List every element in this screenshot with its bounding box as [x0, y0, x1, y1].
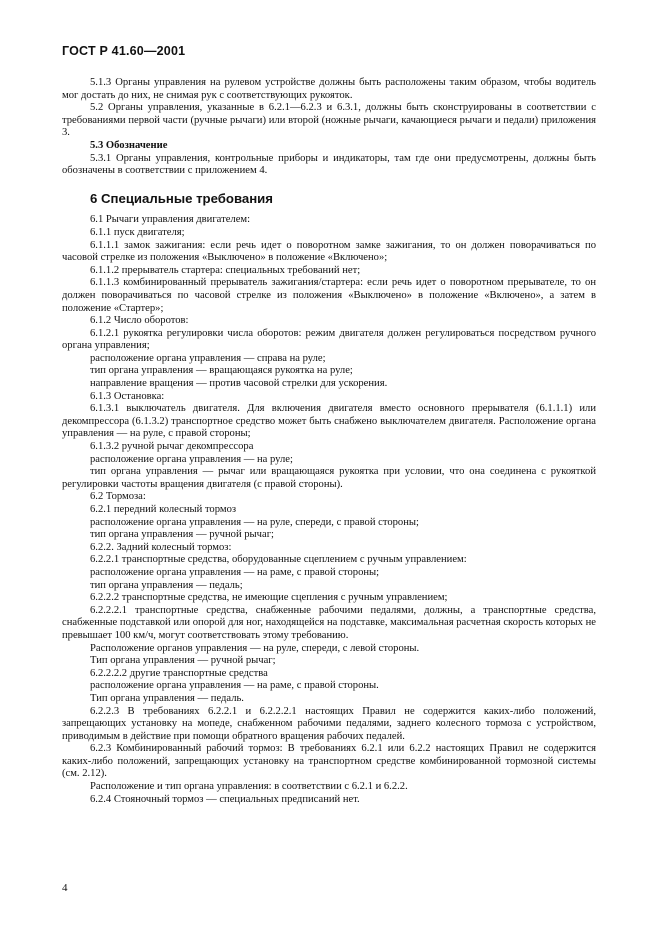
paragraph-type: Тип органа управления — ручной рычаг;	[90, 655, 276, 667]
document-header: ГОСТ Р 41.60—2001	[62, 44, 186, 58]
paragraph-location-type: Расположение и тип органа управления: в соответствии с 6.2.1 и 6.2.2.	[90, 781, 408, 793]
paragraph-location: расположение органа управления — на руле;	[90, 453, 293, 465]
paragraph-5-2: 5.2 Органы управления, указанные в 6.2.1—6.2.3 и 6.3.1, должны быть сконструированы в соответствии с требованиями первой части (ручные рычаги) или второй (ножные рычаги, качающиеся рычаги и педали) приложения 3.	[62, 102, 596, 139]
paragraph-6-2-4: 6.2.4 Стояночный тормоз — специальных предписаний нет.	[90, 793, 360, 805]
paragraph-direction: направление вращения — против часовой стрелки для ускорения.	[90, 378, 388, 390]
paragraph-type: тип органа управления — вращающаяся рукоятка на руле;	[90, 365, 353, 377]
paragraph-5-1-3: 5.1.3 Органы управления на рулевом устройстве должны быть расположены таким образом, чтобы водитель мог достать до них, не снимая рук с соответствующих рукояток.	[62, 77, 596, 101]
page-number: 4	[62, 882, 68, 894]
paragraph-location: расположение органа управления — на раме, с правой стороны;	[90, 566, 380, 578]
paragraph-location: расположение органа управления — на раме, с правой стороны.	[90, 680, 379, 692]
subheading-5-3: 5.3 Обозначение	[90, 139, 168, 151]
paragraph-6-2-2-2-1: 6.2.2.2.1 транспортные средства, снабженные рабочими педалями, должны, а транспортные средства, снабженные подставкой или опорой для ног, находящейся на подставке, максимальная расчетная скорость которых не превышает 100 км/ч, могут соответствовать этому требованию.	[62, 604, 596, 641]
paragraph-6-1-2: 6.1.2 Число оборотов:	[90, 315, 189, 327]
paragraph-6-1-1-3: 6.1.1.3 комбинированный прерыватель зажигания/стартера: если речь идет о поворотном прерывателе, то он должен поворачиваться по часовой стрелке из положения «Выключено» в положение «Включено», а затем в положение «Стартер»;	[62, 277, 596, 314]
paragraph-6-2-2-2: 6.2.2.2 транспортные средства, не имеющие сцепления с ручным управлением;	[90, 592, 448, 604]
paragraph-6-2-3: 6.2.3 Комбинированный рабочий тормоз: В требованиях 6.2.1 или 6.2.2 настоящих Правил не содержится каких-либо положений, запрещающих установку на транспортном средстве комбинированной тормозной системы (см. 2.12).	[62, 743, 596, 780]
paragraph-location: расположение органа управления — справа на руле;	[90, 352, 326, 364]
paragraph-6-2-1: 6.2.1 передний колесный тормоз	[90, 504, 237, 515]
paragraph-6-1-1: 6.1.1 пуск двигателя;	[90, 226, 185, 238]
paragraph-6-2-2-3: 6.2.2.3 В требованиях 6.2.2.1 и 6.2.2.2.1 настоящих Правил не содержится каких-либо положений, запрещающих установку на мопеде, снабженном рабочими педалями, заднего колесного тормоза с устройством, приводимым в действие при помощи обратного вращения рабочих педалей.	[62, 705, 596, 742]
section-title: 6 Специальные требования	[90, 190, 273, 206]
paragraph-6-1-3-2: 6.1.3.2 ручной рычаг декомпрессора	[90, 441, 254, 453]
paragraph-6-1-1-1: 6.1.1.1 замок зажигания: если речь идет о поворотном замке зажигания, то он должен поворачиваться по часовой стрелке из положения «Выключено» в положение «Включено»;	[62, 239, 596, 264]
paragraph-6-2-2: 6.2.2. Задний колесный тормоз:	[90, 541, 232, 553]
paragraph-location: Расположение органов управления — на руле, спереди, с левой стороны.	[90, 642, 420, 654]
paragraph-6-1-1-2: 6.1.1.2 прерыватель стартера: специальных требований нет;	[90, 264, 361, 276]
paragraph-6-1: 6.1 Рычаги управления двигателем:	[90, 214, 251, 226]
paragraph-location: расположение органа управления — на руле, спереди, с правой стороны;	[90, 516, 419, 528]
paragraph-6-2-2-1: 6.2.2.1 транспортные средства, оборудованные сцеплением с ручным управлением:	[90, 554, 467, 566]
paragraph-type: тип органа управления — ручной рычаг;	[90, 529, 274, 541]
paragraph-6-2-2-2-2: 6.2.2.2.2 другие транспортные средства	[90, 667, 268, 679]
paragraph-6-1-3: 6.1.3 Остановка:	[90, 390, 165, 402]
document-body	[62, 77, 596, 806]
paragraph-6-1-2-1: 6.1.2.1 рукоятка регулировки числа оборотов: режим двигателя должен регулироваться посредством ручного органа управления;	[62, 327, 596, 352]
paragraph-type: Тип органа управления — педаль.	[90, 692, 244, 704]
paragraph-6-2: 6.2 Тормоза:	[90, 491, 146, 503]
paragraph-6-1-3-1: 6.1.3.1 выключатель двигателя. Для включения двигателя вместо основного прерывателя (6.1.1.1) или декомпрессора (6.1.3.2) транспортное средство может быть снабжено выключателем двигателя. Расположение органа управления — на руле, с правой стороны;	[62, 403, 596, 440]
paragraph-5-3-1: 5.3.1 Органы управления, контрольные приборы и индикаторы, там где они предусмотрены, должны быть обозначены в соответствии с приложением 4.	[62, 152, 596, 177]
paragraph-type: тип органа управления — педаль;	[90, 579, 243, 591]
paragraph-type: тип органа управления — рычаг или вращающаяся рукоятка при условии, что она соединена с рукояткой регулировки частоты вращения двигателя (с правой стороны).	[62, 466, 596, 490]
